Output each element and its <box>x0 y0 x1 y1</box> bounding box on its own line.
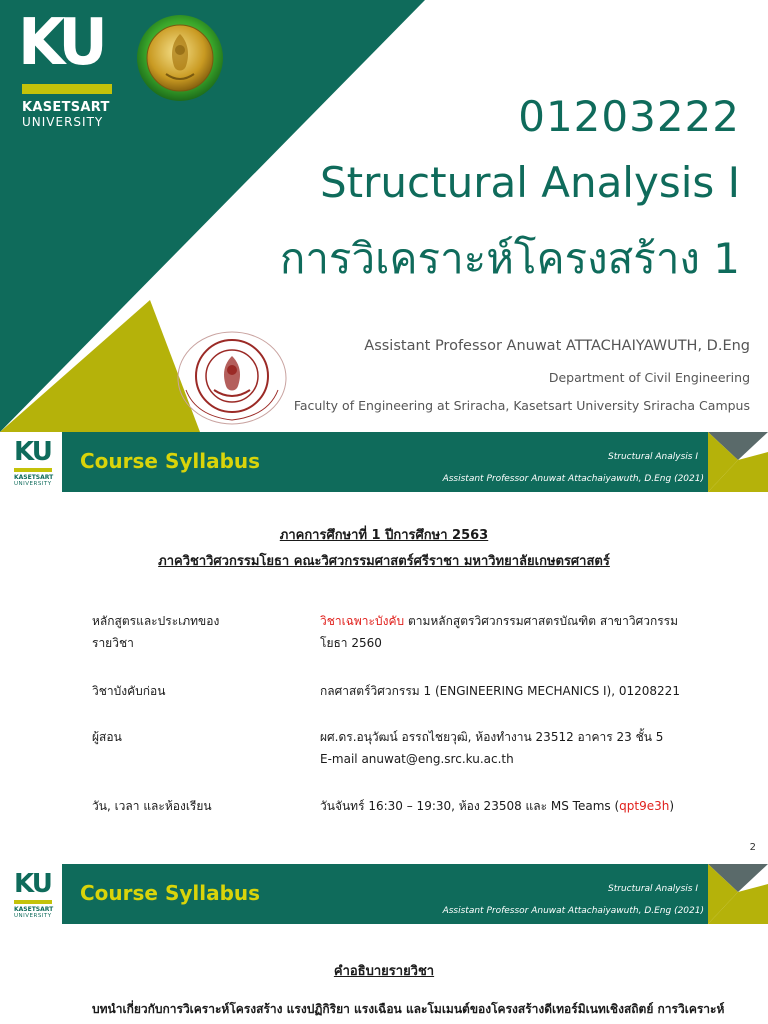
header-banner <box>62 432 708 492</box>
schedule-text-end: ) <box>669 799 675 813</box>
course-title-english: Structural Analysis I <box>320 158 740 207</box>
slide-header <box>0 432 768 492</box>
term-line: ภาคการศึกษาที่ 1 ปีการศึกษา 2563 <box>279 528 489 543</box>
row-value-instructor <box>320 726 730 770</box>
header-course-name: Structural Analysis I <box>608 452 698 462</box>
ku-logo-name: KASETSART <box>14 474 54 481</box>
ku-logo-letters: KU <box>18 6 103 80</box>
row-label-prerequisite: วิชาบังคับก่อน <box>92 684 166 698</box>
syllabus-slide <box>0 432 768 864</box>
ku-logo-bar <box>22 84 112 94</box>
schedule-text: วันจันทร์ 16:30 – 19:30, ห้อง 23508 และ MS Teams ( <box>320 799 620 813</box>
row-value-curriculum <box>320 610 730 654</box>
description-heading: คำอธิบายรายวิชา <box>333 964 435 979</box>
ku-logo-name: KASETSART <box>22 100 110 115</box>
ku-logo-bar <box>14 900 52 904</box>
university-seal-gold <box>136 14 224 102</box>
header-decoration <box>708 864 768 924</box>
row-label-instructor: ผู้สอน <box>92 730 122 744</box>
course-type-highlight: วิชาเฉพาะบังคับ <box>320 614 405 628</box>
header-instructor: Assistant Professor Anuwat Attachaiyawuth, D.Eng (2021) <box>442 474 704 484</box>
ku-logo-letters: KU <box>14 437 51 467</box>
ku-logo-sub: UNIVERSITY <box>14 481 52 487</box>
ku-logo-letters: KU <box>14 869 51 899</box>
title-slide <box>0 0 768 432</box>
instructor-name: Assistant Professor Anuwat ATTACHAIYAWUTH, D.Eng <box>364 338 750 354</box>
ku-logo-bar <box>14 468 52 472</box>
department-line: ภาควิชาวิศวกรรมโยธา คณะวิศวกรรมศาสตร์ศรีราชา มหาวิทยาลัยเกษตรศาสตร์ <box>158 554 610 569</box>
instructor-email[interactable]: E-mail anuwat@eng.src.ku.ac.th <box>320 752 514 766</box>
ku-logo-sub: UNIVERSITY <box>14 913 52 919</box>
header-title: Course Syllabus <box>80 449 261 473</box>
row-label-line: รายวิชา <box>92 636 134 650</box>
ku-logo <box>18 6 118 129</box>
row-value-line: โยธา 2560 <box>320 636 382 650</box>
department-name: Department of Civil Engineering <box>548 370 750 385</box>
ku-logo-sub: UNIVERSITY <box>22 115 104 129</box>
row-value-prerequisite: กลศาสตร์วิศวกรรม 1 (ENGINEERING MECHANICS I), 01208221 <box>320 684 680 698</box>
teams-code: qpt9e3h <box>619 799 670 813</box>
faculty-name: Faculty of Engineering at Sriracha, Kasetsart University Sriracha Campus <box>293 398 750 413</box>
slide-header <box>0 864 768 924</box>
header-banner <box>62 864 708 924</box>
course-title-thai: การวิเคราะห์โครงสร้าง 1 <box>279 234 740 283</box>
description-slide <box>0 864 768 1024</box>
row-value-text: ตามหลักสูตรวิศวกรรมศาสตรบัณฑิต สาขาวิศวกรรม <box>404 614 679 628</box>
row-label-schedule: วัน, เวลา และห้องเรียน <box>92 799 212 813</box>
row-value-schedule <box>320 795 730 817</box>
ku-logo-small <box>14 438 58 488</box>
row-value-line: ผศ.ดร.อนุวัฒน์ อรรถไชยวุฒิ, ห้องทำงาน 23512 อาคาร 23 ชั้น 5 <box>320 730 664 744</box>
ku-logo-small <box>14 870 58 920</box>
description-text: บทนำเกี่ยวกับการวิเคราะห์โครงสร้าง แรงปฏิกิริยา แรงเฉือน และโมเมนต์ของโครงสร้างดีเทอร์มิเนทเชิงสถิตย์ การวิเคราะห์ <box>92 1002 725 1016</box>
header-decoration <box>708 432 768 492</box>
row-label-line: หลักสูตรและประเภทของ <box>92 614 220 628</box>
faculty-seal-red <box>176 330 288 426</box>
header-instructor: Assistant Professor Anuwat Attachaiyawuth, D.Eng (2021) <box>442 906 704 916</box>
ku-logo-name: KASETSART <box>14 906 54 913</box>
row-label-curriculum <box>92 610 292 654</box>
course-code: 01203222 <box>518 92 740 141</box>
page-number: 2 <box>749 842 756 853</box>
header-course-name: Structural Analysis I <box>608 884 698 894</box>
header-title: Course Syllabus <box>80 881 261 905</box>
